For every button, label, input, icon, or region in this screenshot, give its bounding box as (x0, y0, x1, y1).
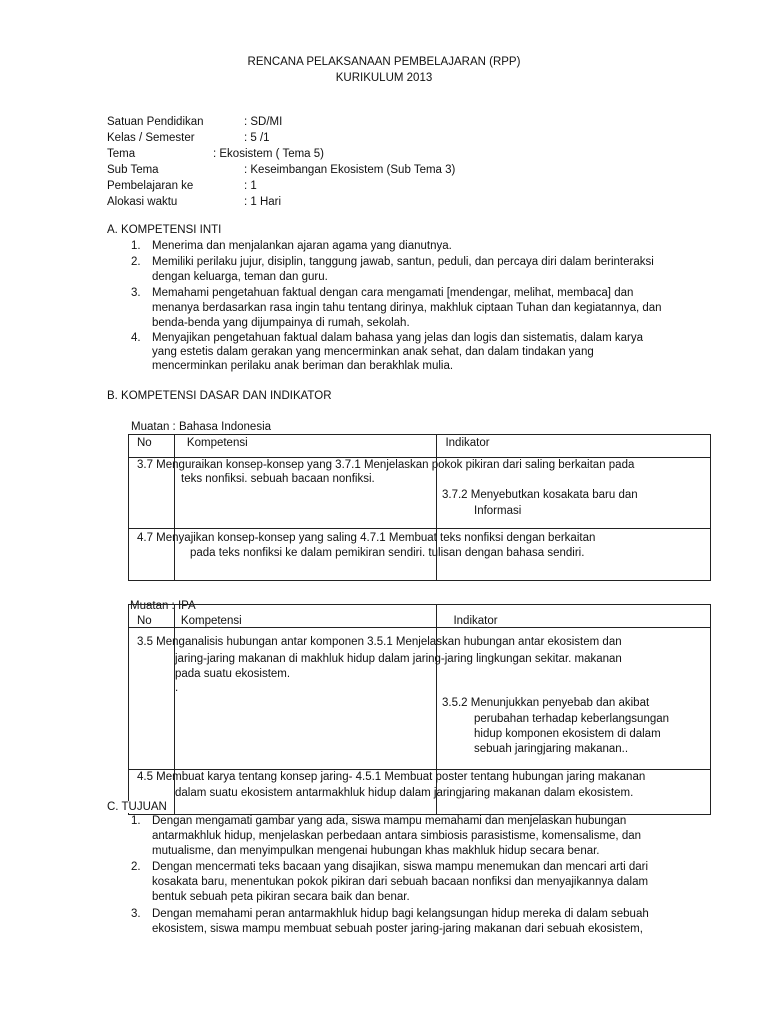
table-cell-text: 4.5 Membuat karya tentang konsep jaring- 4.5.1 Membuat poster tentang hubungan jaring makanan (137, 771, 646, 783)
section-heading-kompetensi-inti: A. KOMPETENSI INTI (107, 224, 222, 236)
identity-value: : Keseimbangan Ekosistem (Sub Tema 3) (244, 164, 456, 176)
list-item-line: Dengan mengamati gambar yang ada, siswa mampu memahami dan menjelaskan hubungan (152, 815, 627, 827)
list-number: 2. (131, 256, 141, 268)
list-item-line: Menyajikan pengetahuan faktual dalam bahasa yang jelas dan logis dan sistematis, dalam karya (152, 332, 643, 344)
table-cell-text: 3.5.2 Menunjukkan penyebab dan akibat (442, 697, 650, 709)
section-heading-kompetensi-dasar: B. KOMPETENSI DASAR DAN INDIKATOR (107, 390, 332, 402)
table-cell-text: 4.7 Menyajikan konsep-konsep yang saling 4.7.1 Membuat teks nonfiksi dengan berkaitan (137, 532, 596, 544)
identity-value: : 1 (244, 180, 257, 192)
muatan-label: Muatan : IPA (130, 600, 196, 612)
identity-label: Alokasi waktu (107, 196, 178, 208)
section-heading-tujuan: C. TUJUAN (107, 801, 167, 813)
list-item-line: Memahami pengetahuan faktual dengan cara mengamati [mendengar, melihat, membaca] dan (152, 287, 634, 299)
table-cell-text: . (175, 682, 179, 694)
table-cell-text: perubahan terhadap keberlangsungan (474, 713, 670, 725)
list-item-line: Memiliki perilaku jujur, disiplin, tanggung jawab, santun, peduli, dan percaya diri dalam berinteraksi (152, 256, 654, 268)
table-cell-text: Informasi (474, 505, 522, 517)
header-indikator: Indikator (445, 437, 490, 449)
header-kompetensi: Kompetensi (186, 437, 248, 449)
list-item-line: mutualisme, dan menyimpulkan mengenai hubungan khas makhluk hidup secara benar. (152, 845, 600, 857)
identity-label: Pembelajaran ke (107, 180, 194, 192)
list-item-line: Dengan mencermati teks bacaan yang disajikan, siswa mampu menemukan dan mencari arti dari (152, 861, 649, 873)
identity-value: : 5 /1 (244, 132, 270, 144)
table-cell-text: 3.7.2 Menyebutkan kosakata baru dan (442, 489, 638, 501)
table-cell-text: 3.5 Menganalisis hubungan antar komponen 3.5.1 Menjelaskan hubungan antar ekosistem dan (137, 636, 622, 648)
table-header-row (129, 605, 711, 628)
list-item-line: ekosistem, siswa mampu membuat sebuah poster jaring-jaring makanan dari sebuah ekosistem, (152, 923, 643, 935)
header-indikator: Indikator (453, 615, 498, 627)
identity-value: : 1 Hari (244, 196, 282, 208)
table-cell-text: pada suatu ekosistem. (175, 668, 291, 680)
identity-value: : SD/MI (244, 116, 283, 128)
list-item-line: yang estetis dalam gerakan yang mencerminkan anak sehat, dan dalam tindakan yang (152, 346, 594, 358)
table-cell-text: 3.7 Menguraikan konsep-konsep yang 3.7.1 Menjelaskan pokok pikiran dari saling berkaitan pada (137, 459, 635, 471)
table-cell-text: jaring-jaring makanan di makhluk hidup dalam jaring-jaring lingkungan sekitar. makanan (175, 653, 622, 665)
table-cell-text: dalam suatu ekosistem antarmakhluk hidup dalam jaringjaring makanan dalam ekosistem. (175, 787, 634, 799)
identity-label: Tema (107, 148, 136, 160)
document-title: RENCANA PELAKSANAAN PEMBELAJARAN (RPP) (247, 56, 521, 68)
list-number: 3. (131, 287, 141, 299)
list-item-line: menanya berdasarkan rasa ingin tahu tentang dirinya, makhluk ciptaan Tuhan dan kegiatannya, dan (152, 302, 662, 314)
list-item-line: Menerima dan menjalankan ajaran agama yang dianutnya. (152, 240, 452, 252)
list-item-line: benda-benda yang dijumpainya di rumah, sekolah. (152, 317, 410, 329)
document-subtitle: KURIKULUM 2013 (335, 72, 433, 84)
list-number: 1. (131, 240, 141, 252)
header-no: No (137, 615, 152, 627)
table-header-row (129, 435, 711, 458)
table-cell-text: sebuah jaringjaring makanan.. (474, 743, 629, 755)
list-number: 4. (131, 332, 141, 344)
identity-label: Kelas / Semester (107, 132, 195, 144)
list-item-line: mencerminkan perilaku anak beriman dan berakhlak mulia. (152, 360, 454, 372)
identity-value: : Ekosistem ( Tema 5) (213, 148, 324, 160)
list-item-line: Dengan memahami peran antarmakhluk hidup bagi kelangsungan hidup mereka di dalam sebuah (152, 908, 649, 920)
header-kompetensi: Kompetensi (180, 615, 242, 627)
list-item-line: dengan keluarga, teman dan guru. (152, 271, 328, 283)
list-item-line: bentuk sebuah peta pikiran secara baik dan benar. (152, 891, 410, 903)
table-cell-text: hidup komponen ekosistem di dalam (474, 728, 661, 740)
header-no: No (137, 437, 152, 449)
identity-label: Sub Tema (107, 164, 159, 176)
muatan-label: Muatan : Bahasa Indonesia (131, 421, 272, 433)
list-item-line: kosakata baru, menentukan pokok pikiran dari sebuah bacaan nonfiksi dan menyajikannya dalam (152, 876, 649, 888)
list-number: 1. (131, 815, 141, 827)
table-cell-text: pada teks nonfiksi ke dalam pemikiran sendiri. tulisan dengan bahasa sendiri. (190, 547, 585, 559)
list-item-line: antarmakhluk hidup, menjelaskan perbedaan antara simbiosis parasistisme, komensalisme, dan (152, 830, 642, 842)
list-number: 3. (131, 908, 141, 920)
list-number: 2. (131, 861, 141, 873)
table-cell-text: teks nonfiksi. sebuah bacaan nonfiksi. (181, 473, 375, 485)
identity-label: Satuan Pendidikan (107, 116, 204, 128)
